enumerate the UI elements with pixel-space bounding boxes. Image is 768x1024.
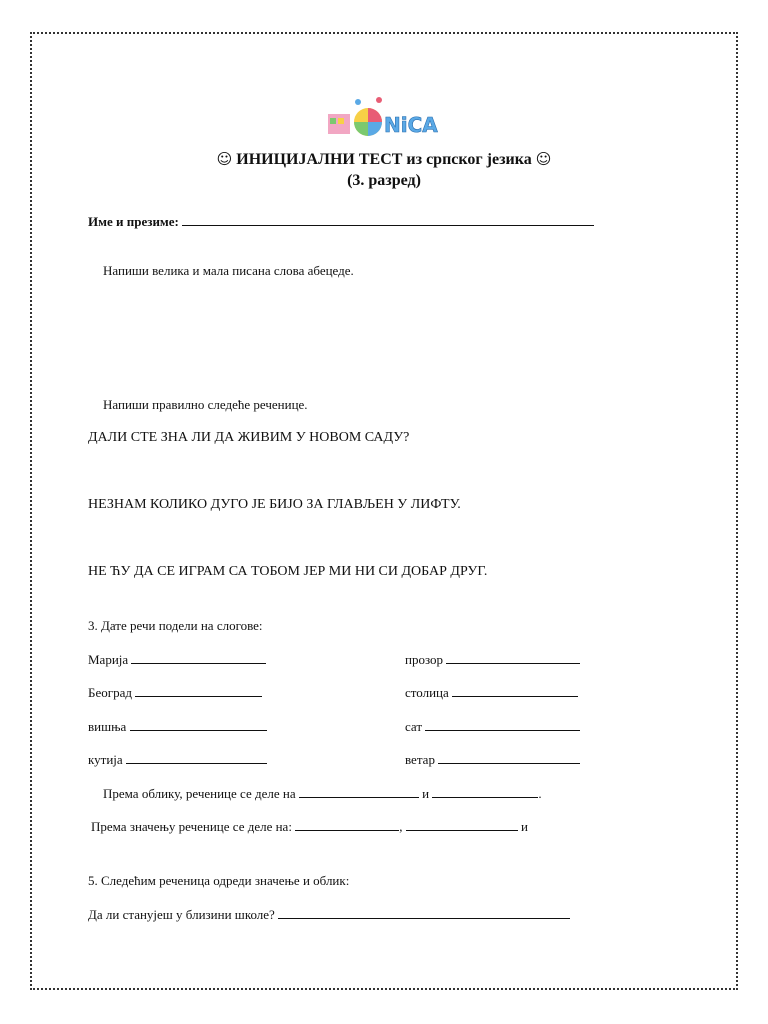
nica-logo xyxy=(324,92,444,142)
sentence-form-text: Према облику, реченице се деле на xyxy=(103,786,296,801)
smiley-icon: ☺ xyxy=(216,150,233,168)
syllable-word: ветар xyxy=(405,752,435,767)
syllable-answer-line[interactable] xyxy=(131,651,266,664)
syllable-word: кутија xyxy=(88,752,123,767)
syllable-row-right xyxy=(405,651,580,668)
syllable-answer-line[interactable] xyxy=(135,684,262,697)
syllable-row-left xyxy=(88,751,267,768)
task5-instruction: 5. Следећим реченица одреди значење и облик: xyxy=(88,873,350,888)
task5-sentence: Да ли станујеш у близини школе? xyxy=(88,907,275,922)
syllable-row-right xyxy=(405,751,580,768)
syllable-answer-line[interactable] xyxy=(126,751,267,764)
syllable-row-right xyxy=(405,684,578,701)
sentence-form-row xyxy=(103,785,542,802)
task2-sentence: НЕЗНАМ КОЛИКО ДУГО ЈЕ БИЈО ЗА ГЛАВЉЕН У ЛИФТУ. xyxy=(88,497,461,512)
syllable-row-right xyxy=(405,718,580,735)
syllable-row-left xyxy=(88,718,267,735)
syllable-word: прозор xyxy=(405,652,444,667)
logo-text: NiCA xyxy=(384,113,438,137)
syllable-answer-line[interactable] xyxy=(130,718,267,731)
syllable-answer-line[interactable] xyxy=(425,718,580,731)
syllable-word: сат xyxy=(405,719,423,734)
syllable-word: Београд xyxy=(88,685,132,700)
syllable-word: Марија xyxy=(88,652,129,667)
syllable-row-left xyxy=(88,651,266,668)
title-line1: ИНИЦИЈАЛНИ ТЕСТ из српског језика xyxy=(236,151,532,168)
sentence-form-end: . xyxy=(538,786,542,801)
task5-answer-line[interactable] xyxy=(278,906,570,919)
sentence-form-answer-line[interactable] xyxy=(432,785,538,798)
syllable-answer-line[interactable] xyxy=(438,751,580,764)
name-answer-line[interactable] xyxy=(182,213,594,226)
task2-instruction: Напиши правилно следеће реченице. xyxy=(103,397,308,412)
grade-subtitle: (3. разред) xyxy=(347,172,421,189)
task3-instruction: 3. Дате речи подели на слогове: xyxy=(88,618,263,633)
syllable-answer-line[interactable] xyxy=(452,684,578,697)
sentence-form-answer-line[interactable] xyxy=(299,785,419,798)
sentence-meaning-answer-line[interactable] xyxy=(295,818,399,831)
task2-sentence: ДАЛИ СТЕ ЗНА ЛИ ДА ЖИВИМ У НОВОМ САДУ? xyxy=(88,430,410,445)
name-row xyxy=(88,213,594,230)
sentence-form-connector: и xyxy=(422,786,430,801)
sentence-meaning-text: Према значењу реченице се деле на: xyxy=(91,819,292,834)
task2-sentence: НЕ ЋУ ДА СЕ ИГРАМ СА ТОБОМ ЈЕР МИ НИ СИ ДОБАР ДРУГ. xyxy=(88,564,488,579)
sentence-meaning-comma: , xyxy=(399,819,403,834)
page-title xyxy=(0,150,768,169)
smiley-icon: ☺ xyxy=(535,150,552,168)
syllable-answer-line[interactable] xyxy=(446,651,580,664)
sentence-meaning-row xyxy=(91,818,528,835)
syllable-word: столица xyxy=(405,685,449,700)
name-label: Име и презиме: xyxy=(88,214,179,229)
syllable-row-left xyxy=(88,684,262,701)
sentence-meaning-connector: и xyxy=(520,819,528,834)
syllable-word: вишња xyxy=(88,719,127,734)
task5-row xyxy=(88,906,570,923)
sentence-meaning-answer-line[interactable] xyxy=(406,818,518,831)
task1-instruction: Напиши велика и мала писана слова абецеде. xyxy=(103,263,354,278)
